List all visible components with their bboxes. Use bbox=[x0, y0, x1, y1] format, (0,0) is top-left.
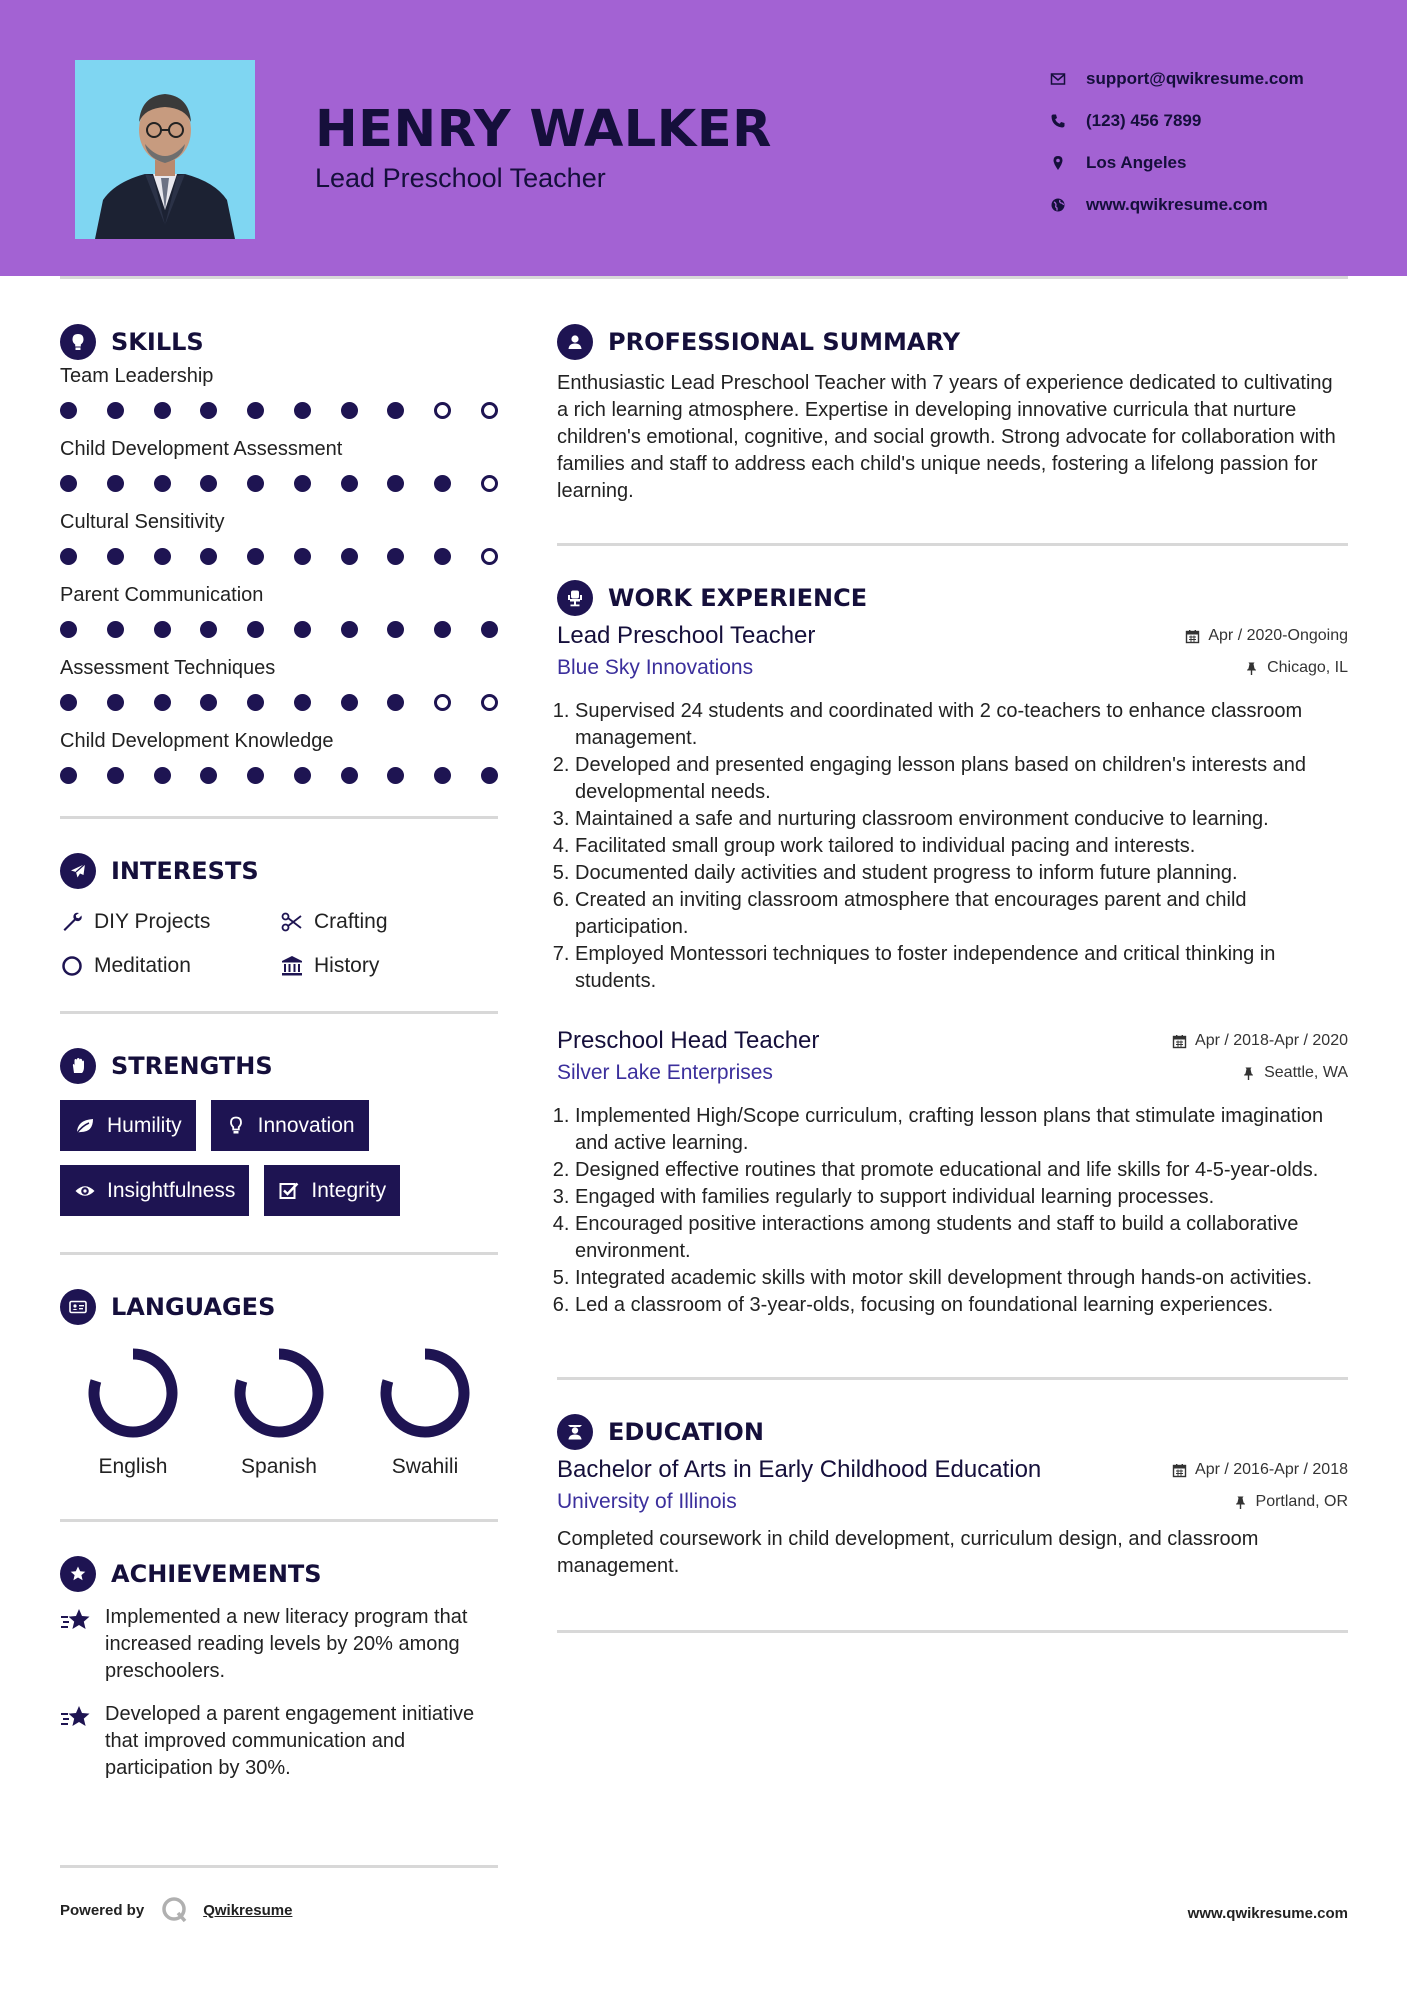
rating-dot-filled bbox=[294, 402, 311, 419]
contact-list bbox=[1050, 58, 1304, 226]
school-name: University of Illinois bbox=[557, 1490, 737, 1513]
strengths-heading bbox=[60, 1044, 498, 1088]
rating-dot-empty bbox=[481, 548, 498, 565]
lightbulb-icon bbox=[225, 1115, 247, 1137]
rating-dot-filled bbox=[387, 767, 404, 784]
rating-dot-filled bbox=[247, 475, 264, 492]
header-divider bbox=[60, 276, 1348, 279]
strength-label: Humility bbox=[107, 1113, 182, 1137]
rating-dot-filled bbox=[107, 767, 124, 784]
job-bullet: 6. Led a classroom of 3-year-olds, focusing on foundational learning experiences. bbox=[575, 1292, 1348, 1319]
id-card-icon bbox=[60, 1289, 96, 1325]
calendar-icon bbox=[1172, 1034, 1187, 1049]
rating-dot-filled bbox=[481, 621, 498, 638]
hand-icon bbox=[60, 1048, 96, 1084]
paper-plane-icon bbox=[60, 853, 96, 889]
experience-heading bbox=[557, 576, 1348, 620]
section-divider bbox=[557, 1377, 1348, 1380]
job-bullet: 2. Designed effective routines that promote educational and life skills for 4-5-year-olds. bbox=[575, 1157, 1348, 1184]
skill-name: Parent Communication bbox=[60, 584, 264, 606]
job-location-text: Chicago, IL bbox=[1267, 659, 1348, 676]
rating-dot-filled bbox=[200, 548, 217, 565]
rating-dot-filled bbox=[200, 402, 217, 419]
languages-heading bbox=[60, 1285, 498, 1329]
rating-dot-filled bbox=[154, 402, 171, 419]
contact-location-text: Los Angeles bbox=[1086, 153, 1187, 172]
rating-dot-filled bbox=[154, 767, 171, 784]
company-name: Blue Sky Innovations bbox=[557, 656, 754, 679]
rating-dot-filled bbox=[60, 548, 77, 565]
star-badge-icon bbox=[60, 1556, 96, 1592]
rating-dot-filled bbox=[154, 548, 171, 565]
rating-dot-filled bbox=[341, 767, 358, 784]
star-icon bbox=[60, 1703, 92, 1733]
skill-item bbox=[60, 435, 498, 508]
rating-dot-filled bbox=[341, 694, 358, 711]
skill-item bbox=[60, 508, 498, 581]
checkbox-icon bbox=[278, 1180, 300, 1202]
experience-section bbox=[557, 576, 1348, 1319]
strength-tags bbox=[60, 1100, 498, 1216]
rating-dot-empty bbox=[481, 402, 498, 419]
summary-section bbox=[557, 320, 1348, 505]
interest-item bbox=[60, 907, 280, 937]
interest-label: DIY Projects bbox=[94, 910, 211, 933]
job-entry bbox=[557, 1027, 1348, 1319]
eye-icon bbox=[74, 1180, 96, 1202]
envelope-icon bbox=[1050, 71, 1086, 87]
section-divider bbox=[557, 543, 1348, 546]
skill-name: Child Development Assessment bbox=[60, 438, 343, 460]
contact-email-text: support@qwikresume.com bbox=[1086, 69, 1304, 88]
achievements-title: ACHIEVEMENTS bbox=[111, 1560, 322, 1588]
achievement-text: Developed a parent engagement initiative that improved communication and participation by 30%. bbox=[105, 1703, 475, 1779]
rating-dot-empty bbox=[481, 694, 498, 711]
skills-list bbox=[60, 362, 498, 800]
phone-icon bbox=[1050, 113, 1086, 129]
job-bullet: 5. Documented daily activities and student progress to inform future planning. bbox=[575, 860, 1348, 887]
contact-website[interactable] bbox=[1050, 184, 1304, 226]
education-subheader bbox=[557, 1490, 1348, 1514]
left-column bbox=[60, 320, 498, 1782]
experience-title: WORK EXPERIENCE bbox=[608, 584, 868, 612]
interests-title: INTERESTS bbox=[111, 857, 259, 885]
achievement-text: Implemented a new literacy program that increased reading levels by 20% among preschoolers. bbox=[105, 1606, 468, 1682]
job-title: Preschool Head Teacher bbox=[557, 1027, 820, 1054]
rating-dot-filled bbox=[294, 548, 311, 565]
language-progress-ring bbox=[375, 1343, 475, 1443]
interest-item bbox=[280, 907, 498, 937]
education-title: EDUCATION bbox=[608, 1418, 764, 1446]
user-icon bbox=[557, 324, 593, 360]
job-bullet: 4. Facilitated small group work tailored to individual pacing and interests. bbox=[575, 833, 1348, 860]
education-description: Completed coursework in child development, curriculum design, and classroom management. bbox=[557, 1528, 1259, 1577]
education-section bbox=[557, 1410, 1348, 1580]
rating-dot-empty bbox=[434, 402, 451, 419]
pushpin-icon bbox=[1244, 661, 1259, 676]
skill-name: Cultural Sensitivity bbox=[60, 511, 225, 533]
rating-dot-filled bbox=[154, 621, 171, 638]
job-bullet: 3. Maintained a safe and nurturing classroom environment conducive to learning. bbox=[575, 806, 1348, 833]
job-bullet: 5. Integrated academic skills with motor skill development through hands-on activities. bbox=[575, 1265, 1348, 1292]
language-item bbox=[60, 1343, 206, 1479]
skills-section bbox=[60, 320, 498, 800]
language-progress-arc bbox=[94, 1354, 172, 1432]
rating-dot-filled bbox=[294, 621, 311, 638]
strength-label: Innovation bbox=[257, 1113, 355, 1137]
rating-dot-filled bbox=[294, 767, 311, 784]
language-progress-ring bbox=[229, 1343, 329, 1443]
calendar-icon bbox=[1172, 1463, 1187, 1478]
education-dates-text: Apr / 2016-Apr / 2018 bbox=[1195, 1461, 1348, 1478]
rating-dot-filled bbox=[247, 694, 264, 711]
languages-list bbox=[60, 1343, 498, 1479]
strength-tag bbox=[60, 1165, 249, 1216]
interest-label: History bbox=[314, 954, 380, 977]
rating-dot-filled bbox=[294, 694, 311, 711]
strength-tag bbox=[211, 1100, 369, 1151]
rating-dot-filled bbox=[387, 621, 404, 638]
rating-dot-filled bbox=[107, 621, 124, 638]
summary-title: PROFESSIONAL SUMMARY bbox=[608, 328, 961, 356]
section-divider bbox=[60, 1252, 498, 1255]
rating-dot-filled bbox=[341, 621, 358, 638]
leaf-icon bbox=[74, 1115, 96, 1137]
powered-by-text: Powered by bbox=[60, 1901, 145, 1919]
rating-dot-filled bbox=[60, 767, 77, 784]
strengths-title: STRENGTHS bbox=[111, 1052, 273, 1080]
strengths-section bbox=[60, 1044, 498, 1216]
rating-dot-filled bbox=[247, 402, 264, 419]
resume-header bbox=[0, 0, 1407, 276]
section-divider bbox=[60, 1011, 498, 1014]
skill-rating bbox=[60, 390, 498, 435]
strength-label: Integrity bbox=[311, 1178, 387, 1202]
rating-dot-empty bbox=[434, 694, 451, 711]
skill-item bbox=[60, 727, 498, 800]
job-location bbox=[1244, 659, 1348, 677]
rating-dot-filled bbox=[387, 402, 404, 419]
skill-item bbox=[60, 362, 498, 435]
contact-location bbox=[1050, 142, 1304, 184]
interest-label: Meditation bbox=[94, 954, 191, 977]
rating-dot-filled bbox=[247, 767, 264, 784]
strength-tag bbox=[264, 1165, 400, 1216]
job-bullet: 1. Implemented High/Scope curriculum, crafting lesson plans that stimulate imagination and active learning. bbox=[575, 1103, 1348, 1157]
scissors-icon bbox=[280, 910, 304, 934]
interests-section bbox=[60, 849, 498, 981]
skill-rating bbox=[60, 536, 498, 581]
graduate-icon bbox=[557, 1414, 593, 1450]
achievements-heading bbox=[60, 1552, 498, 1596]
strength-label: Insightfulness bbox=[107, 1178, 236, 1202]
rating-dot-filled bbox=[200, 767, 217, 784]
profile-photo bbox=[75, 60, 255, 239]
rating-dot-filled bbox=[200, 475, 217, 492]
education-location-text: Portland, OR bbox=[1255, 1493, 1348, 1510]
rating-dot-filled bbox=[481, 767, 498, 784]
skill-rating bbox=[60, 682, 498, 727]
calendar-icon bbox=[1185, 629, 1200, 644]
rating-dot-filled bbox=[60, 475, 77, 492]
degree-title: Bachelor of Arts in Early Childhood Education bbox=[557, 1456, 1042, 1483]
rating-dot-filled bbox=[107, 402, 124, 419]
job-location bbox=[1241, 1064, 1348, 1082]
skill-rating bbox=[60, 463, 498, 508]
summary-heading bbox=[557, 320, 1348, 364]
wrench-icon bbox=[60, 910, 84, 934]
education-heading bbox=[557, 1410, 1348, 1454]
rating-dot-filled bbox=[341, 402, 358, 419]
skill-item bbox=[60, 654, 498, 727]
skill-name: Assessment Techniques bbox=[60, 657, 276, 679]
achievement-item bbox=[60, 1701, 498, 1782]
rating-dot-filled bbox=[434, 621, 451, 638]
section-divider bbox=[60, 816, 498, 819]
education-dates bbox=[1172, 1461, 1348, 1479]
interests-heading bbox=[60, 849, 498, 893]
rating-dot-filled bbox=[434, 548, 451, 565]
skill-name: Team Leadership bbox=[60, 365, 214, 387]
job-header bbox=[557, 1027, 1348, 1055]
powered-by bbox=[60, 1895, 292, 1925]
language-name: Spanish bbox=[241, 1455, 317, 1478]
job-bullet: 2. Developed and presented engaging lesson plans based on children's interests and developmental needs. bbox=[575, 752, 1348, 806]
contact-phone-text: (123) 456 7899 bbox=[1086, 111, 1202, 130]
job-location-text: Seattle, WA bbox=[1264, 1064, 1348, 1081]
rating-dot-filled bbox=[60, 402, 77, 419]
rating-dot-filled bbox=[154, 694, 171, 711]
rating-dot-filled bbox=[200, 694, 217, 711]
qwikresume-logo-icon bbox=[160, 1895, 190, 1925]
candidate-role: Lead Preschool Teacher bbox=[315, 163, 606, 193]
rating-dot-filled bbox=[387, 694, 404, 711]
pushpin-icon bbox=[1241, 1066, 1256, 1081]
job-bullet: 7. Employed Montessori techniques to foster independence and critical thinking in students. bbox=[575, 941, 1348, 995]
job-title: Lead Preschool Teacher bbox=[557, 622, 816, 649]
rating-dot-filled bbox=[294, 475, 311, 492]
rating-dot-filled bbox=[200, 621, 217, 638]
rating-dot-filled bbox=[60, 621, 77, 638]
skill-item bbox=[60, 581, 498, 654]
rating-dot-filled bbox=[247, 621, 264, 638]
skills-heading bbox=[60, 320, 498, 364]
rating-dot-filled bbox=[434, 767, 451, 784]
lightbulb-icon bbox=[60, 324, 96, 360]
job-header bbox=[557, 622, 1348, 650]
rating-dot-filled bbox=[387, 548, 404, 565]
achievement-item bbox=[60, 1604, 498, 1685]
summary-text: Enthusiastic Lead Preschool Teacher with 7 years of experience dedicated to cultivating a rich learning atmosphere. Expertise in developing innovative curricula that nurture children's emotional, cognitive, and social growth. Strong advocate for collaboration with families and staff to address each child's unique needs, fostering a lifelong passion for learning. bbox=[557, 372, 1336, 502]
interest-item bbox=[60, 951, 280, 981]
candidate-name: HENRY WALKER bbox=[315, 100, 772, 159]
star-icon bbox=[60, 1606, 92, 1636]
language-progress-arc bbox=[386, 1354, 464, 1432]
strength-tag bbox=[60, 1100, 196, 1151]
job-bullet: 3. Engaged with families regularly to support individual learning processes. bbox=[575, 1184, 1348, 1211]
brand-link[interactable]: Qwikresume bbox=[203, 1901, 293, 1919]
job-dates bbox=[1185, 627, 1348, 645]
education-location bbox=[1233, 1493, 1348, 1511]
language-item bbox=[352, 1343, 498, 1479]
education-header bbox=[557, 1456, 1348, 1484]
portrait-image bbox=[75, 60, 255, 239]
interest-label: Crafting bbox=[314, 910, 388, 933]
section-divider bbox=[557, 1630, 1348, 1633]
contact-website-text: www.qwikresume.com bbox=[1086, 195, 1268, 214]
language-name: Swahili bbox=[391, 1455, 459, 1478]
globe-icon bbox=[1050, 197, 1086, 213]
language-name: English bbox=[98, 1455, 168, 1478]
circle-icon bbox=[60, 954, 84, 978]
job-bullet: 1. Supervised 24 students and coordinated with 2 co-teachers to enhance classroom management. bbox=[575, 698, 1348, 752]
achievements-section bbox=[60, 1552, 498, 1782]
office-chair-icon bbox=[557, 580, 593, 616]
contact-email[interactable] bbox=[1050, 58, 1304, 100]
job-entry bbox=[557, 622, 1348, 995]
job-dates-text: Apr / 2020-Ongoing bbox=[1208, 627, 1348, 644]
rating-dot-filled bbox=[107, 694, 124, 711]
job-dates bbox=[1172, 1032, 1348, 1050]
skill-name: Child Development Knowledge bbox=[60, 730, 334, 752]
job-bullets bbox=[557, 1103, 1348, 1319]
map-marker-icon bbox=[1050, 155, 1086, 171]
interests-grid bbox=[60, 907, 498, 981]
rating-dot-filled bbox=[107, 475, 124, 492]
contact-phone[interactable] bbox=[1050, 100, 1304, 142]
rating-dot-filled bbox=[434, 475, 451, 492]
education-entry bbox=[557, 1456, 1348, 1580]
museum-icon bbox=[280, 954, 304, 978]
job-bullet: 6. Created an inviting classroom atmosphere that encourages parent and child participation. bbox=[575, 887, 1348, 941]
section-divider bbox=[60, 1519, 498, 1522]
language-progress-ring bbox=[83, 1343, 183, 1443]
languages-title: LANGUAGES bbox=[111, 1293, 276, 1321]
job-dates-text: Apr / 2018-Apr / 2020 bbox=[1195, 1032, 1348, 1049]
footer-divider bbox=[60, 1865, 498, 1868]
rating-dot-filled bbox=[247, 548, 264, 565]
language-item bbox=[206, 1343, 352, 1479]
footer-url[interactable]: www.qwikresume.com bbox=[1187, 1905, 1348, 1922]
job-bullets bbox=[557, 698, 1348, 995]
skills-title: SKILLS bbox=[111, 328, 204, 356]
rating-dot-filled bbox=[107, 548, 124, 565]
rating-dot-filled bbox=[341, 548, 358, 565]
rating-dot-filled bbox=[387, 475, 404, 492]
company-name: Silver Lake Enterprises bbox=[557, 1061, 773, 1084]
job-subheader bbox=[557, 1061, 1348, 1085]
languages-section bbox=[60, 1285, 498, 1479]
right-column bbox=[557, 320, 1348, 1633]
interest-item bbox=[280, 951, 498, 981]
job-subheader bbox=[557, 656, 1348, 680]
rating-dot-empty bbox=[481, 475, 498, 492]
job-bullet: 4. Encouraged positive interactions among students and staff to build a collaborative environment. bbox=[575, 1211, 1348, 1265]
skill-rating bbox=[60, 755, 498, 800]
language-progress-arc bbox=[240, 1354, 318, 1432]
rating-dot-filled bbox=[154, 475, 171, 492]
rating-dot-filled bbox=[341, 475, 358, 492]
pushpin-icon bbox=[1233, 1495, 1248, 1510]
rating-dot-filled bbox=[60, 694, 77, 711]
skill-rating bbox=[60, 609, 498, 654]
